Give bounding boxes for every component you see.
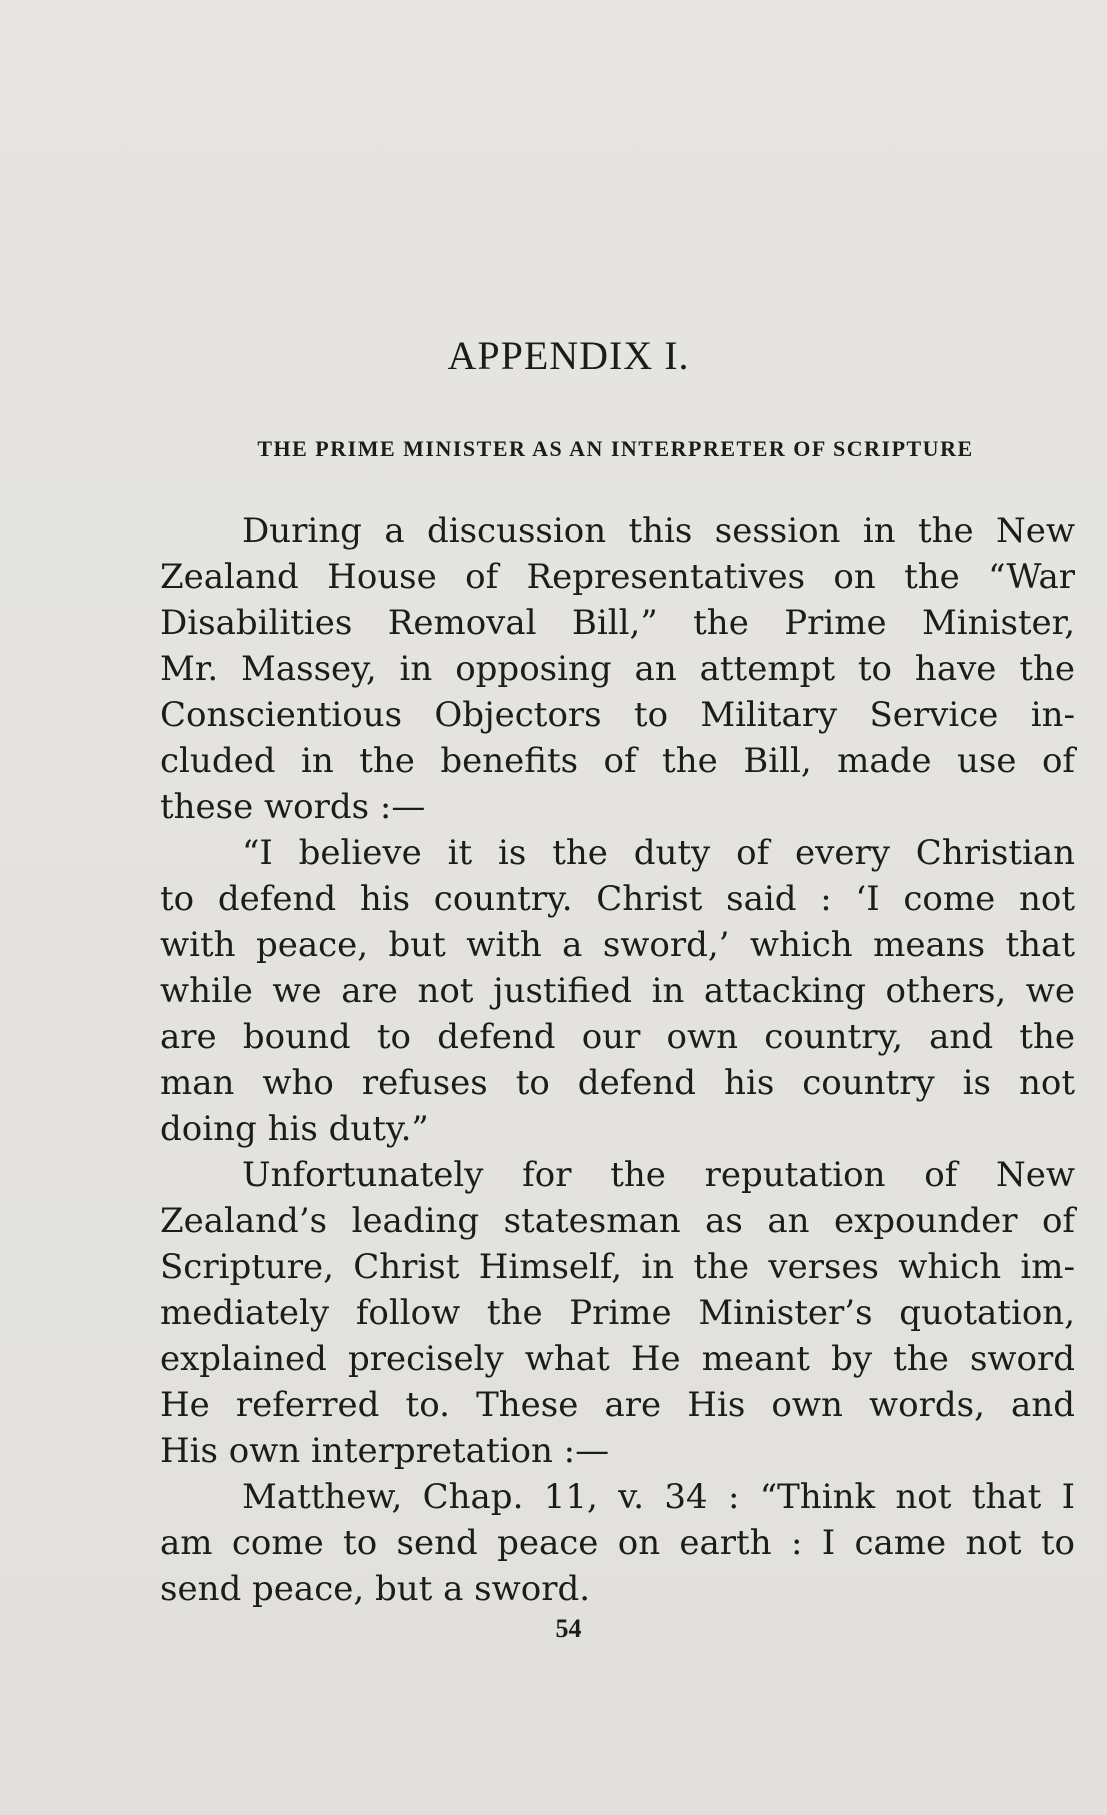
body-text [160, 508, 1075, 1612]
text-line: Matthew, Chap. 11, v. 34 : “Think not that I [242, 1477, 1075, 1517]
text-line: Disabilities Removal Bill,” the Prime Minister, [160, 603, 1075, 643]
text-line: During a discussion this session in the New [242, 511, 1075, 551]
text-line: are bound to defend our own country, and the [160, 1017, 1075, 1057]
text-line: Conscientious Objectors to Military Service in- [160, 695, 1075, 735]
text-line: explained precisely what He meant by the sword [160, 1339, 1075, 1379]
text-line: Unfortunately for the reputation of New [242, 1155, 1075, 1195]
text-line: with peace, but with a sword,’ which means that [160, 925, 1075, 965]
text-line: send peace, but a sword. [160, 1569, 591, 1609]
text-line: these words :— [160, 787, 426, 827]
text-line: “I believe it is the duty of every Christian [242, 833, 1075, 873]
text-line: He referred to. These are His own words, and [160, 1385, 1075, 1425]
page-number: 54 [555, 1614, 582, 1643]
text-line: His own interpretation :— [160, 1431, 610, 1471]
text-line: man who refuses to defend his country is not [160, 1063, 1075, 1103]
text-line: to defend his country. Christ said : ‘I come not [160, 879, 1075, 919]
section-subheading: THE PRIME MINISTER AS AN INTERPRETER OF SCRIPTURE [257, 436, 974, 461]
text-line: Zealand’s leading statesman as an expounder of [160, 1201, 1075, 1241]
text-line: am come to send peace on earth : I came not to [160, 1523, 1075, 1563]
text-line: Scripture, Christ Himself, in the verses which im- [160, 1247, 1075, 1287]
text-line: Mr. Massey, in opposing an attempt to have the [160, 649, 1075, 689]
text-line: Zealand House of Representatives on the “War [160, 557, 1075, 597]
text-line: while we are not justified in attacking others, we [160, 971, 1075, 1011]
text-line: mediately follow the Prime Minister’s quotation, [160, 1293, 1075, 1333]
text-line: cluded in the benefits of the Bill, made use of [160, 741, 1075, 781]
text-line: doing his duty.” [160, 1109, 429, 1149]
appendix-heading: APPENDIX I. [447, 333, 690, 378]
